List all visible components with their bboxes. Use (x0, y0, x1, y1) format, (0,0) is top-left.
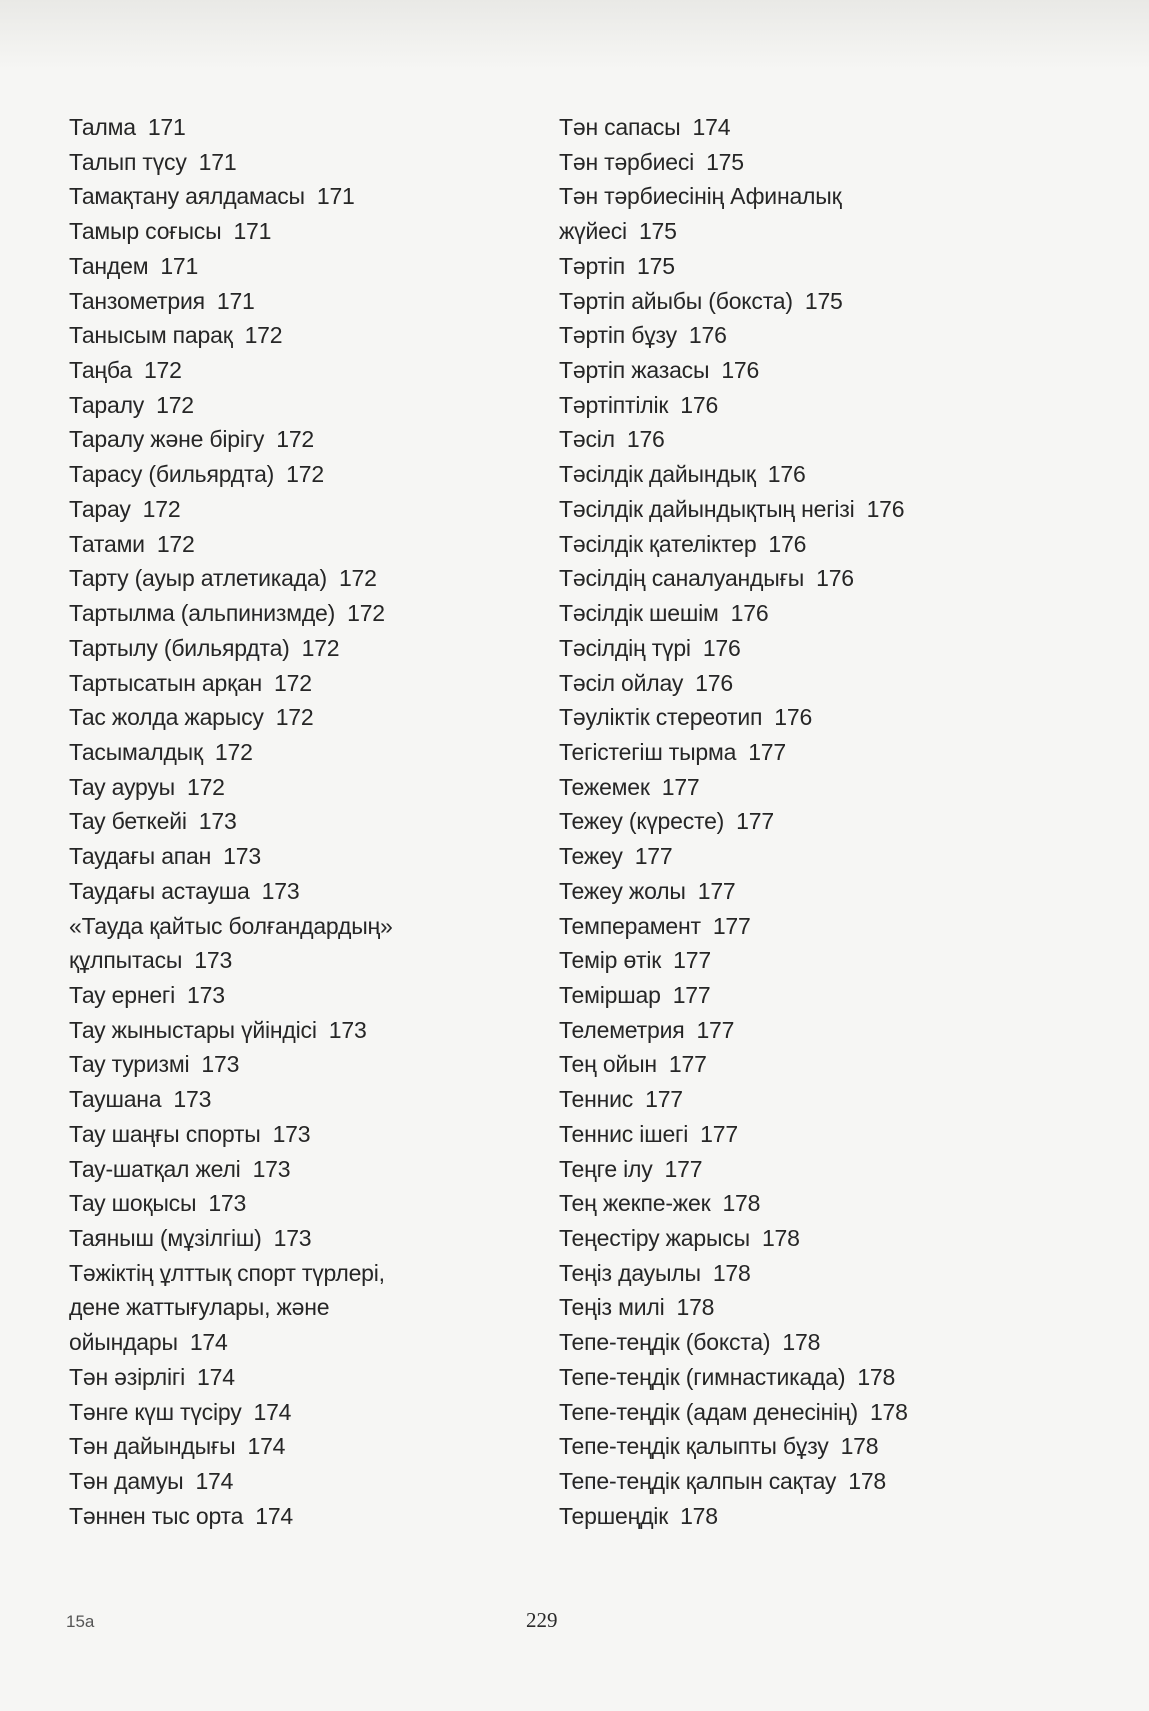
index-entry (69, 943, 539, 978)
index-entry (69, 770, 539, 805)
index-term: Татами (69, 530, 145, 557)
index-entry (559, 422, 1079, 457)
index-entry (69, 1290, 539, 1325)
index-page-ref: 178 (712, 1259, 751, 1286)
index-page-ref: 172 (276, 426, 315, 453)
index-term: Тамыр соғысы (69, 218, 222, 245)
page-number: 229 (526, 1608, 558, 1632)
index-page-ref: 173 (198, 808, 237, 835)
index-term: Тау шоқысы (69, 1190, 197, 1217)
index-page-ref: 177 (700, 1120, 738, 1147)
index-entry (69, 909, 539, 944)
index-term: Тәртіп (559, 252, 626, 279)
index-entry (69, 978, 539, 1013)
index-entry (69, 1152, 539, 1187)
index-page-ref: 173 (173, 1086, 212, 1113)
index-page-ref: 178 (761, 1225, 800, 1251)
index-page-ref: 172 (186, 773, 225, 800)
index-page-ref: 175 (804, 287, 843, 314)
index-term: Таңба (69, 357, 132, 384)
index-term: Тежеу жолы (559, 877, 686, 904)
index-entry (69, 353, 539, 388)
index-entry (559, 1499, 1079, 1534)
index-term: Тәртіп бұзу (559, 322, 677, 349)
index-page-ref: 173 (187, 981, 225, 1008)
index-term: Тарау (69, 495, 131, 522)
index-page-ref: 176 (866, 495, 905, 522)
index-page-ref: 176 (702, 634, 741, 661)
index-term: Тершеңдік (559, 1502, 669, 1529)
index-term: Теңге ілу (559, 1155, 653, 1182)
index-page-ref: 172 (286, 461, 324, 488)
index-entry (559, 666, 1079, 701)
index-entry (559, 839, 1079, 874)
index-entry (69, 700, 539, 735)
index-entry (69, 1395, 539, 1430)
index-term: Тәртіп жазасы (559, 357, 710, 384)
index-entry (559, 1047, 1079, 1082)
index-entry (559, 596, 1079, 631)
index-term: Тәннен тыс орта (69, 1502, 244, 1529)
index-term: Тау жыныстары үйіндісі (69, 1016, 317, 1043)
index-entry (559, 700, 1079, 735)
index-entry (559, 214, 1079, 249)
index-term: Тәнге күш түсіру (69, 1398, 242, 1425)
index-page-ref: 173 (328, 1016, 367, 1043)
index-term: Таудағы апан (69, 843, 212, 870)
index-page-ref: 175 (706, 148, 744, 175)
index-entry (559, 1395, 1079, 1430)
index-page-ref: 177 (736, 808, 774, 835)
index-page-ref: 177 (673, 947, 711, 974)
index-page-ref: 175 (637, 252, 675, 279)
index-term: Тәртіптілік (559, 391, 669, 418)
index-entry (559, 1290, 1079, 1325)
index-term: Тарасу (бильярдта) (69, 461, 275, 488)
index-entry (559, 1117, 1079, 1152)
index-entry (559, 1360, 1079, 1395)
index-page-ref: 172 (301, 634, 340, 661)
index-term: Тең жекпе-жек (559, 1190, 711, 1217)
index-entry (69, 284, 539, 319)
index-page-ref: 176 (626, 426, 665, 453)
index-entry (69, 527, 539, 562)
index-page-ref: 171 (198, 148, 237, 175)
index-entry (559, 318, 1079, 353)
index-entry (69, 1221, 539, 1256)
index-entry (69, 492, 539, 527)
index-entry (559, 735, 1079, 770)
index-entry (559, 249, 1079, 284)
index-page-ref: 177 (664, 1155, 703, 1182)
index-term: Тежеу (күресте) (559, 808, 725, 835)
index-term: Тән тәрбиесі (559, 148, 695, 175)
index-term: Талып түсу (69, 148, 187, 175)
index-page-ref: 174 (692, 114, 731, 140)
index-column-right (559, 110, 1079, 1533)
index-entry (69, 179, 539, 214)
index-term: Тартысатын арқан (69, 669, 263, 696)
index-page-ref: 172 (156, 530, 195, 557)
index-term: Таралу және бірігу (69, 426, 265, 453)
index-page-ref: 172 (347, 600, 385, 627)
index-entry (559, 804, 1079, 839)
index-page-ref: 172 (143, 357, 182, 384)
index-entry (559, 978, 1079, 1013)
index-entry (69, 1256, 539, 1291)
index-entry (69, 561, 539, 596)
index-term: жүйесі (559, 218, 627, 245)
index-entry (559, 179, 1079, 214)
index-page-ref: 174 (255, 1502, 294, 1529)
index-term: Таралу (69, 391, 145, 418)
index-term: Тәсілдік шешім (559, 600, 719, 627)
index-term: Теңестіру жарысы (559, 1225, 750, 1251)
index-term: Тартылма (альпинизмде) (69, 600, 336, 627)
index-entry (559, 110, 1079, 145)
index-term: Темперамент (559, 912, 701, 939)
index-term: Тән дамуы (69, 1468, 184, 1495)
index-page-ref: 178 (722, 1190, 761, 1217)
index-term: Тежемек (559, 773, 650, 800)
index-entry (559, 1325, 1079, 1360)
index-entry (69, 457, 539, 492)
index-page-ref: 177 (661, 773, 700, 800)
index-page-ref: 174 (247, 1433, 286, 1460)
index-entry (69, 1325, 539, 1360)
index-term: Тамақтану аялдамасы (69, 183, 305, 210)
index-page-ref: 171 (147, 114, 186, 140)
index-term: Тау ауруы (69, 773, 175, 800)
index-entry (559, 492, 1079, 527)
index-term: Тау ернегі (69, 981, 176, 1008)
index-page-ref: 178 (869, 1398, 908, 1425)
index-entry (69, 1186, 539, 1221)
index-page-ref: 174 (195, 1468, 234, 1495)
index-term: Танысым парақ (69, 322, 233, 349)
index-term: Тандем (69, 252, 149, 279)
signature-mark: 15а (66, 1612, 95, 1631)
index-term: Тас жолда жарысу (69, 704, 264, 731)
index-term: Теңіз милі (559, 1294, 665, 1321)
index-term: Тепе-теңдік (адам денесінің) (559, 1398, 858, 1425)
index-page-ref: 176 (730, 600, 769, 627)
index-page-ref: 178 (676, 1294, 715, 1321)
index-term: Тәжіктің ұлттық спорт түрлері, (69, 1259, 385, 1286)
index-term: Тарту (ауыр атлетикада) (69, 565, 327, 592)
index-entry (69, 1047, 539, 1082)
index-page-ref: 172 (244, 322, 283, 349)
index-entry (559, 145, 1079, 180)
index-page-ref: 174 (189, 1329, 228, 1356)
index-entry (69, 1429, 539, 1464)
index-page-ref: 177 (668, 1051, 707, 1078)
index-term: Тепе-теңдік (бокста) (559, 1329, 771, 1356)
index-entry (559, 631, 1079, 666)
index-page-ref: 173 (272, 1120, 311, 1147)
index-term: Тәсілдік дайындық (559, 461, 756, 488)
index-term: Тәсілдің түрі (559, 634, 691, 661)
index-page-ref: 175 (638, 218, 677, 245)
index-entry (69, 874, 539, 909)
index-page-ref: 172 (275, 704, 314, 731)
index-page-ref: 172 (338, 565, 377, 592)
index-entry (559, 388, 1079, 423)
index-page-ref: 172 (156, 391, 194, 418)
index-term: Тепе-теңдік (гимнастикада) (559, 1363, 846, 1390)
index-page-ref: 176 (816, 565, 854, 592)
index-page-ref: 173 (273, 1225, 312, 1251)
index-page-ref: 176 (774, 704, 813, 731)
index-page-ref: 177 (645, 1086, 683, 1113)
index-page-ref: 173 (201, 1051, 240, 1078)
index-entry (69, 110, 539, 145)
index-page-ref: 173 (223, 843, 261, 870)
index-entry (559, 561, 1079, 596)
index-term: Телеметрия (559, 1016, 685, 1043)
index-entry (69, 1360, 539, 1395)
index-entry (559, 874, 1079, 909)
index-term: Тегістегіш тырма (559, 738, 737, 765)
index-page-ref: 171 (233, 218, 272, 245)
index-page-ref: 178 (848, 1468, 887, 1495)
index-term: Теңіз дауылы (559, 1259, 701, 1286)
index-entry (559, 770, 1079, 805)
index-page-ref: 171 (160, 252, 199, 279)
index-page-ref: 177 (712, 912, 751, 939)
index-page-ref: 176 (767, 461, 806, 488)
index-term: Тау туризмі (69, 1051, 190, 1078)
index-page-ref: 176 (695, 669, 733, 696)
index-term: Тау-шатқал желі (69, 1155, 241, 1182)
index-entry (559, 1186, 1079, 1221)
index-page-ref: 177 (634, 843, 673, 870)
index-term: Таушана (69, 1086, 162, 1113)
index-term: Тасымалдық (69, 738, 203, 765)
index-entry (69, 666, 539, 701)
index-term: Тәсілдік дайындықтың негізі (559, 495, 855, 522)
index-term: Тән сапасы (559, 114, 681, 140)
index-page-ref: 172 (214, 738, 253, 765)
index-page-ref: 173 (208, 1190, 247, 1217)
index-entry (69, 839, 539, 874)
index-entry (69, 1013, 539, 1048)
index-page-ref: 174 (197, 1363, 235, 1390)
index-term: Тәсілдік қателіктер (559, 530, 757, 557)
index-entry (559, 909, 1079, 944)
index-term: Тәсілдің саналуандығы (559, 565, 805, 592)
index-term: Таудағы астауша (69, 877, 250, 904)
index-term: Темір өтік (559, 947, 662, 974)
index-entry (69, 145, 539, 180)
index-page-ref: 173 (261, 877, 300, 904)
index-entry (559, 1221, 1079, 1256)
index-entry (559, 1429, 1079, 1464)
index-term: Тән дайындығы (69, 1433, 236, 1460)
index-entry (69, 1464, 539, 1499)
index-term: Тән тәрбиесінің Афиналық (559, 183, 842, 210)
index-term: Тәсіл (559, 426, 615, 453)
index-entry (559, 284, 1079, 319)
page-top-shade (0, 0, 1149, 70)
index-entry (559, 527, 1079, 562)
index-term: құлпытасы (69, 947, 183, 974)
index-term: Тән әзірлігі (69, 1363, 186, 1390)
index-term: Тепе-теңдік қалыпты бұзу (559, 1433, 829, 1460)
index-page-ref: 178 (840, 1433, 879, 1460)
index-page-ref: 174 (253, 1398, 292, 1425)
index-page-ref: 177 (748, 738, 786, 765)
index-page-ref: 176 (688, 322, 727, 349)
index-page-ref: 178 (857, 1363, 896, 1390)
index-column-left (69, 110, 539, 1533)
index-page-ref: 171 (316, 183, 355, 210)
index-page-ref: 176 (680, 391, 719, 418)
index-page-ref: 176 (768, 530, 807, 557)
index-entry (69, 214, 539, 249)
index-entry (559, 1152, 1079, 1187)
index-entry (69, 1117, 539, 1152)
index-term: Тең ойын (559, 1051, 657, 1078)
index-entry (559, 1464, 1079, 1499)
index-term: «Тауда қайтыс болғандардың» (69, 912, 393, 939)
index-page-ref: 177 (672, 981, 711, 1008)
index-page-ref: 176 (721, 357, 760, 384)
index-entry (559, 457, 1079, 492)
index-entry (559, 1013, 1079, 1048)
index-entry (69, 388, 539, 423)
index-entry (559, 353, 1079, 388)
index-entry (69, 735, 539, 770)
index-page-ref: 173 (194, 947, 233, 974)
index-page-ref: 172 (274, 669, 312, 696)
index-page-ref: 173 (252, 1155, 291, 1182)
index-term: Теміршар (559, 981, 661, 1008)
index-term: Таяныш (мұзілгіш) (69, 1225, 262, 1251)
index-term: Тау шаңғы спорты (69, 1120, 261, 1147)
index-page-ref: 171 (216, 287, 255, 314)
index-term: Тежеу (559, 843, 623, 870)
index-page-ref: 177 (697, 877, 736, 904)
index-term: Талма (69, 114, 136, 140)
index-term: Тәсіл ойлау (559, 669, 684, 696)
index-entry (69, 422, 539, 457)
index-page-ref: 178 (782, 1329, 821, 1356)
index-page-ref: 172 (142, 495, 181, 522)
index-page-ref: 177 (696, 1016, 735, 1043)
index-term: ойындары (69, 1329, 178, 1356)
index-page-ref: 178 (680, 1502, 718, 1529)
index-term: дене жаттығулары, және (69, 1294, 330, 1321)
index-entry (69, 249, 539, 284)
index-entry (69, 631, 539, 666)
index-entry (559, 1256, 1079, 1291)
index-entry (69, 804, 539, 839)
index-term: Тәртіп айыбы (бокста) (559, 287, 793, 314)
index-term: Теннис (559, 1086, 634, 1113)
index-entry (69, 318, 539, 353)
index-entry (559, 1082, 1079, 1117)
index-term: Теннис ішегі (559, 1120, 689, 1147)
index-entry (559, 943, 1079, 978)
index-term: Тепе-теңдік қалпын сақтау (559, 1468, 837, 1495)
index-term: Танзометрия (69, 287, 205, 314)
index-term: Тәуліктік стереотип (559, 704, 763, 731)
index-entry (69, 1082, 539, 1117)
index-term: Тартылу (бильярдта) (69, 634, 290, 661)
index-term: Тау беткейі (69, 808, 187, 835)
index-entry (69, 596, 539, 631)
index-entry (69, 1499, 539, 1534)
